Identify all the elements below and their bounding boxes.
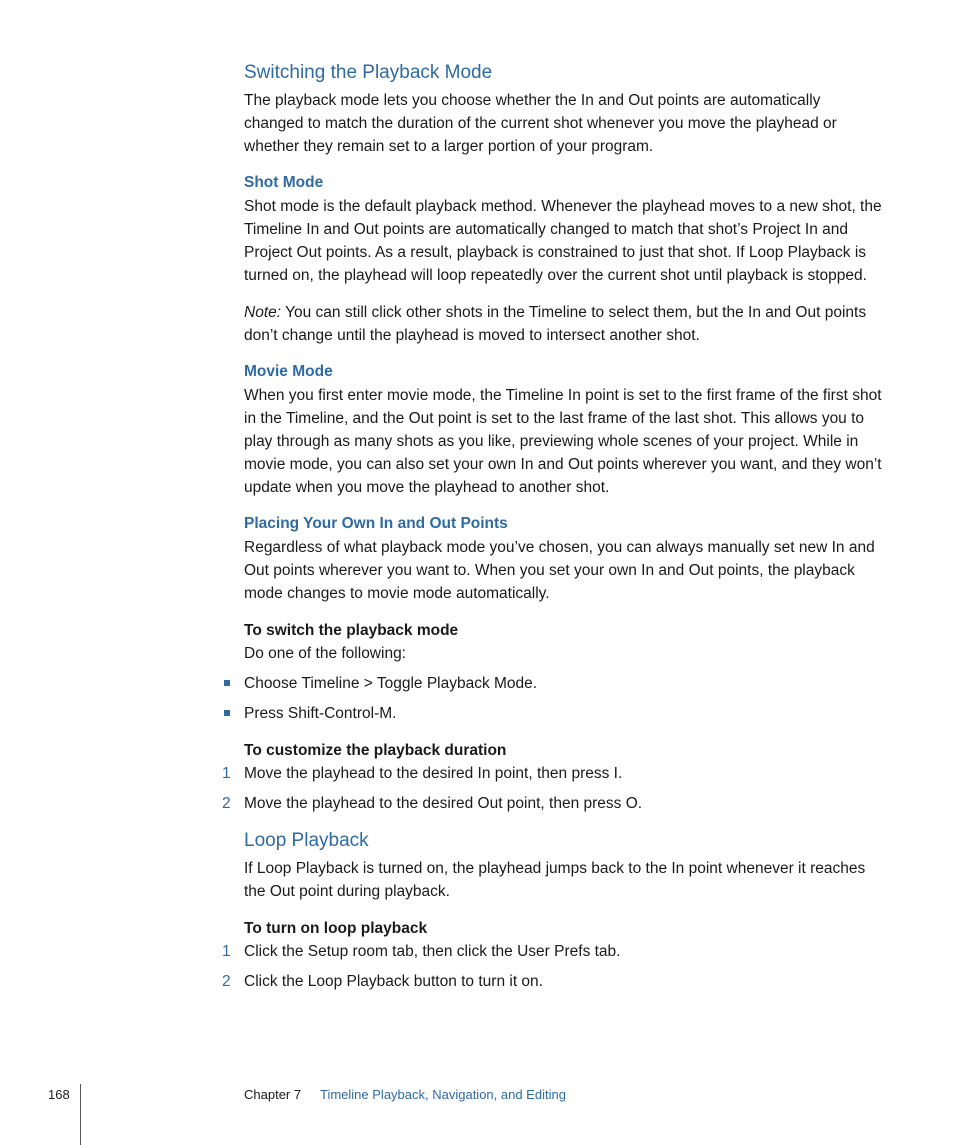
step-number: 1	[222, 765, 231, 782]
bullet-list-switch	[244, 672, 884, 725]
paragraph-loop-playback: If Loop Playback is turned on, the playhead jumps back to the In point whenever it reaches the Out point during playback.	[244, 860, 866, 900]
page-content	[222, 60, 884, 1000]
note-text: You can still click other shots in the Timeline to select them, but the In and Out points don’t change until the playhead is moved to intersect another shot.	[244, 304, 867, 344]
heading-loop-playback: Loop Playback	[244, 830, 369, 851]
list-item: 2 Click the Loop Playback button to turn it on.	[244, 970, 884, 993]
procedure-intro-switch: Do one of the following:	[244, 645, 406, 662]
paragraph-switching-intro: The playback mode lets you choose whether the In and Out points are automatically changed to match the duration of the current shot whenever you move the playhead or whether they remain set to a larger portion of your program.	[244, 92, 837, 155]
square-bullet-icon	[224, 710, 230, 716]
procedure-title-switch: To switch the playback mode	[244, 622, 459, 639]
footer-chapter-title: Timeline Playback, Navigation, and Editing	[320, 1087, 566, 1102]
paragraph-movie-mode: When you first enter movie mode, the Timeline In point is set to the first frame of the first shot in the Timeline, and the Out point is set to the last frame of the last shot. This allows you to play through as many shots as you like, previewing whole scenes of your project. While in movie mode, you can also set your own In and Out points wherever you want, and they won’t update when you move the playhead to another shot.	[244, 387, 882, 496]
heading-movie-mode: Movie Mode	[244, 363, 333, 380]
heading-placing-points: Placing Your Own In and Out Points	[244, 515, 508, 532]
heading-switching-playback-mode: Switching the Playback Mode	[244, 62, 493, 83]
page-number: 168	[48, 1087, 70, 1102]
procedure-title-loop: To turn on loop playback	[244, 920, 428, 937]
step-list-loop	[222, 940, 884, 993]
list-item: Press Shift-Control-M.	[244, 702, 884, 725]
step-number: 2	[222, 795, 231, 812]
list-item: 1 Click the Setup room tab, then click the User Prefs tab.	[244, 940, 884, 963]
procedure-title-customize: To customize the playback duration	[244, 742, 507, 759]
footer-divider	[80, 1084, 81, 1145]
list-item: 2 Move the playhead to the desired Out point, then press O.	[244, 792, 884, 815]
note-shot-mode	[244, 301, 884, 347]
step-list-customize	[222, 762, 884, 815]
paragraph-shot-mode: Shot mode is the default playback method. Whenever the playhead moves to a new shot, the Timeline In and Out points are automatically changed to match that shot’s Project In and Project Out points. As a result, playback is constrained to just that shot. If Loop Playback is turned on, the playhead will loop repeatedly over the current shot until playback is stopped.	[244, 198, 882, 284]
square-bullet-icon	[224, 680, 230, 686]
footer-chapter: Chapter 7	[244, 1087, 302, 1102]
step-number: 2	[222, 973, 231, 990]
note-label: Note:	[244, 304, 282, 321]
list-item: Choose Timeline > Toggle Playback Mode.	[244, 672, 884, 695]
list-item: 1 Move the playhead to the desired In point, then press I.	[244, 762, 884, 785]
step-number: 1	[222, 943, 231, 960]
paragraph-placing-points: Regardless of what playback mode you’ve chosen, you can always manually set new In and Out points wherever you want to. When you set your own In and Out points, the playback mode changes to movie mode automatically.	[244, 539, 875, 602]
heading-shot-mode: Shot Mode	[244, 174, 324, 191]
